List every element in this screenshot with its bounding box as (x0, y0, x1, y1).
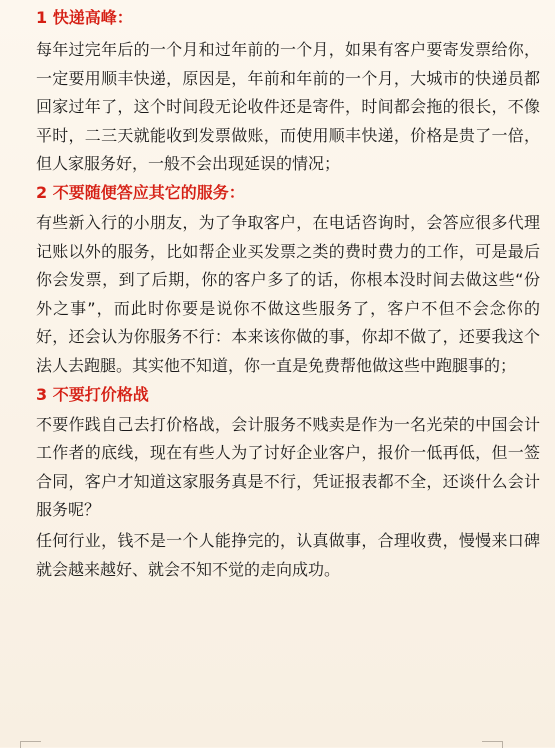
section-2-body: 有些新入行的小朋友，为了争取客户，在电话咨询时，会答应很多代理记账以外的服务，比如帮企业买发票之类的费时费力的工作，可是最后你会发票，到了后期，你的客户多了的话，你根本没时间去做这些“份外之事”，而此时你要是说你不做这些服务了，客户不但不会念你的好，还会认为你服务不行：本来该你做的事，你却不做了，还要我这个法人去跑腿。其实他不知道，你一直是免费帮他做这些中跑腿事的； (36, 212, 540, 375)
section-2-heading: 2 不要随便答应其它的服务： (36, 182, 245, 202)
section-1-heading: 1 快递高峰： (36, 8, 133, 27)
section-3-heading: 3 不要打价格战 (36, 384, 149, 404)
document-content (20, 6, 540, 584)
page-corner-marks (0, 741, 555, 747)
section-1-body: 每年过完年后的一个月和过年前的一个月，如果有客户要寄发票给你，一定要用顺丰快递，原因是，年前和年前的一个月，大城市的快递员都回家过年了，这个时间段无论收件还是寄件，时间都会拖的很长，不像平时，二三天就能收到发票做账，而使用顺丰快递，价格是贵了一倍，但人家服务好，一般不会出现延误的情况； (36, 40, 540, 174)
closing-paragraph: 任何行业，钱不是一个人能挣完的，认真做事，合理收费，慢慢来口碑就会越来越好、就会不知不觉的走向成功。 (36, 530, 540, 579)
section-3-body: 不要作践自己去打价格战，会计服务不贱卖是作为一名光荣的中国会计工作者的底线，现在有些人为了讨好企业客户，报价一低再低，但一签合同，客户才知道这家服务真是不行，凭证报表都不全，还谈什么会计服务呢？ (36, 414, 540, 520)
